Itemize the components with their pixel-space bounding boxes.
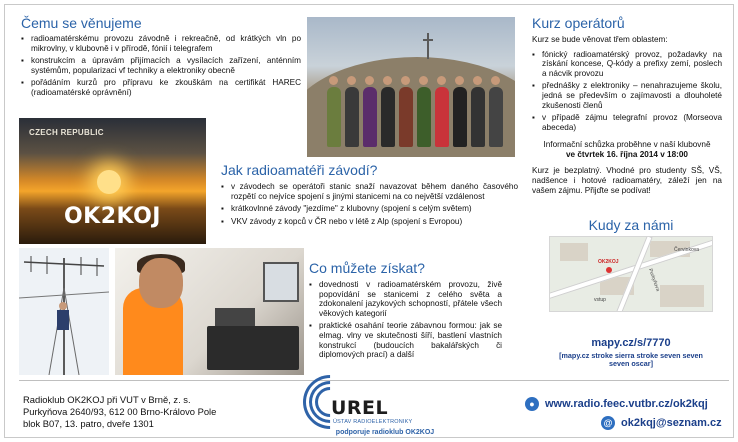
- country-label: CZECH REPUBLIC: [29, 128, 104, 137]
- bullet-list: [532, 50, 722, 133]
- urel-subtitle: ÚSTAV RADIOELEKTRONIKY: [333, 419, 413, 425]
- section-title: Čemu se věnujeme: [21, 15, 142, 31]
- section-title: Co můžete získat?: [309, 260, 425, 276]
- bullet-list: [21, 34, 301, 98]
- section-title: Jak radioamatéři závodí?: [221, 162, 378, 178]
- map-link-note: [mapy.cz stroke sierra stroke seven seven seven oscar]: [559, 351, 703, 369]
- list-item: ▪ krátkovlnné závody "jezdíme" z klubovny (spojení s celým světem): [221, 204, 518, 214]
- email-address: ok2kqj@seznam.cz: [621, 417, 722, 429]
- section-contests: [221, 162, 518, 229]
- course-intro: Kurz se bude věnovat třem oblastem:: [532, 35, 668, 44]
- meeting-date: ve čtvrtek 16. října 2014 v 18:00: [566, 150, 688, 160]
- list-item: ▪ v případě zájmu telegrafní provoz (Morseova abeceda): [532, 113, 722, 132]
- email-icon: @: [601, 416, 615, 430]
- footer-divider: [19, 380, 729, 381]
- flyer: [4, 4, 734, 438]
- section-what-we-do: [21, 15, 301, 101]
- section-course: [532, 15, 722, 195]
- list-item: ▪ praktické osahání teorie zábavnou formou: jak se elmag. vlny ve skutečnosti šíří, bastlení vlastních konstrukcí (budoucích bakalářských či diplomových prací) a další: [309, 321, 502, 359]
- bullet-list: [221, 182, 518, 226]
- location-pin-icon: [606, 267, 612, 273]
- section-title: Kurz operátorů: [532, 15, 625, 31]
- list-item: ▪ radioamatérskému provozu závodně i rekreačně, od krátkých vln po mikrovlny, v klubovně i v přírodě, fónií i telegrafem: [21, 34, 301, 53]
- course-free-note: Kurz je bezplatný. Vhodné pro studenty SŠ, VŠ, nadšence i hotové radioamatéry, záleží jen na vašem zájmu. Přijďte se podívat!: [532, 166, 722, 195]
- urel-logo: [305, 383, 465, 441]
- map-label-district: Červinkova: [674, 247, 700, 253]
- callsign-label: OK2KOJ: [63, 204, 161, 229]
- urel-name: UREL: [331, 397, 389, 419]
- address-line: Radioklub OK2KOJ při VUT v Brně, z. s.: [23, 394, 191, 405]
- location-map[interactable]: [549, 236, 713, 312]
- club-address: [23, 394, 216, 430]
- urel-support: podporuje radioklub OK2KOJ: [335, 429, 435, 436]
- list-item: ▪ v závodech se operátoři stanic snaží navazovat během daného časového rozpětí co nejvíce spojení s jinými stanicemi na co největší vzdálenost: [221, 182, 518, 201]
- meeting-info: [532, 140, 722, 160]
- list-item: ▪ fónický radioamatérský provoz, požadavky na získání koncese, Q-kódy a prefixy zemí, poslech a nácvik provozu: [532, 50, 722, 79]
- map-label-entrance: vstup: [594, 297, 606, 303]
- section-title: Kudy za námi: [588, 217, 674, 233]
- globe-icon: ●: [525, 397, 539, 411]
- map-label-street: Purkyňova: [646, 267, 661, 293]
- section-benefits: [309, 260, 502, 363]
- list-item: ▪ VKV závody z kopců v ČR nebo v létě z Alp (spojení s Evropou): [221, 217, 518, 227]
- bullet-list: [309, 280, 502, 360]
- website-link[interactable]: [525, 397, 708, 411]
- email-link[interactable]: [601, 416, 722, 430]
- website-url: www.radio.feec.vutbr.cz/ok2kqj: [545, 398, 708, 410]
- address-line: blok B07, 13. patro, dveře 1301: [23, 418, 154, 429]
- map-link[interactable]: mapy.cz/s/7770: [591, 337, 671, 349]
- group-photo: [307, 17, 515, 157]
- list-item: ▪ dovednosti v radioamatérském provozu, živě popovídání se stanicemi z celého světa a zdokonalení jazykových schopností, přátele všech věkových kategorií: [309, 280, 502, 318]
- list-item: ▪ konstrukcím a úpravám přijímacích a vysílacích zařízení, anténním systémům, popularizaci vf techniky a elektroniky obecně: [21, 56, 301, 75]
- address-line: Purkyňova 2640/93, 612 00 Brno-Královo Pole: [23, 406, 217, 417]
- operator-photo: [115, 248, 304, 375]
- callsign-photo: [19, 118, 206, 244]
- meeting-line: Informační schůzka proběhne v naší klubovně: [543, 140, 711, 150]
- map-label-club: OK2KOJ: [598, 259, 619, 265]
- list-item: ▪ pořádáním kurzů pro přípravu ke zkouškám na certifikát HAREC (radioamatérské oprávnění): [21, 78, 301, 97]
- antenna-photo: [19, 248, 109, 375]
- list-item: ▪ přednášky z elektroniky – nenahrazujeme školu, jedná se především o zajímavosti a dlouholeté zkušenosti členů: [532, 81, 722, 110]
